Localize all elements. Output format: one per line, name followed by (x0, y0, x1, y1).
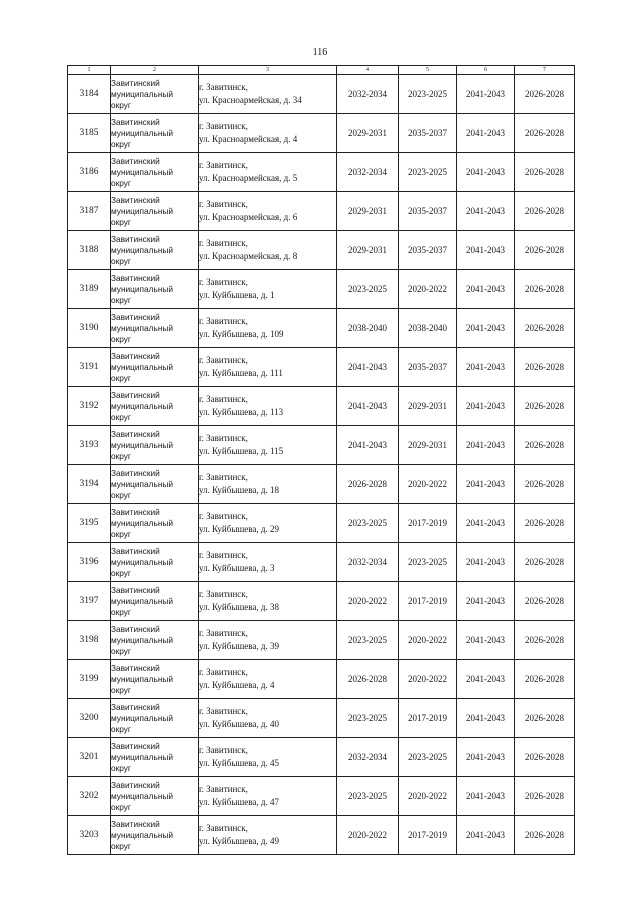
row-number: 3201 (68, 738, 111, 777)
row-number: 3196 (68, 543, 111, 582)
period-col5: 2017-2019 (399, 816, 457, 855)
period-col6: 2041-2043 (457, 114, 515, 153)
municipality-line: муниципальный (111, 283, 173, 294)
period-col4: 2023-2025 (337, 504, 399, 543)
municipality-line: Завитинский (111, 467, 160, 478)
address-cell (199, 309, 337, 348)
period-col7: 2026-2028 (515, 738, 575, 777)
municipality-line: округ (111, 138, 131, 149)
municipality-line: округ (111, 411, 131, 422)
column-header: 2 (111, 66, 199, 75)
municipality-line: округ (111, 606, 131, 617)
row-number: 3203 (68, 816, 111, 855)
address-cell (199, 660, 337, 699)
register-table (67, 65, 575, 855)
address-line: ул. Куйбышева, д. 38 (199, 602, 279, 612)
row-number: 3192 (68, 387, 111, 426)
municipality-line: муниципальный (111, 634, 173, 645)
period-col6: 2041-2043 (457, 660, 515, 699)
municipality-line: Завитинский (111, 584, 160, 595)
municipality-line: округ (111, 99, 131, 110)
municipality-line: муниципальный (111, 166, 173, 177)
municipality-line: муниципальный (111, 361, 173, 372)
municipality-line: округ (111, 489, 131, 500)
period-col6: 2041-2043 (457, 75, 515, 114)
municipality-cell (111, 543, 199, 582)
period-col5: 2029-2031 (399, 426, 457, 465)
table-row (68, 582, 575, 621)
municipality-line: Завитинский (111, 623, 160, 634)
municipality-line: муниципальный (111, 478, 173, 489)
municipality-line: Завитинский (111, 233, 160, 244)
municipality-line: округ (111, 762, 131, 773)
period-col6: 2041-2043 (457, 777, 515, 816)
address-cell (199, 816, 337, 855)
period-col6: 2041-2043 (457, 309, 515, 348)
period-col7: 2026-2028 (515, 699, 575, 738)
table-row (68, 348, 575, 387)
address-line: г. Завитинск, (199, 745, 248, 755)
address-line: г. Завитинск, (199, 823, 248, 833)
row-number: 3185 (68, 114, 111, 153)
period-col4: 2029-2031 (337, 192, 399, 231)
municipality-cell (111, 777, 199, 816)
address-line: г. Завитинск, (199, 121, 248, 131)
period-col4: 2029-2031 (337, 231, 399, 270)
column-header: 6 (457, 66, 515, 75)
table-row (68, 660, 575, 699)
address-line: г. Завитинск, (199, 472, 248, 482)
period-col6: 2041-2043 (457, 738, 515, 777)
municipality-cell (111, 621, 199, 660)
municipality-line: округ (111, 333, 131, 344)
table-row (68, 699, 575, 738)
period-col4: 2032-2034 (337, 75, 399, 114)
municipality-line: округ (111, 840, 131, 851)
period-col6: 2041-2043 (457, 543, 515, 582)
address-line: г. Завитинск, (199, 511, 248, 521)
column-header: 7 (515, 66, 575, 75)
period-col5: 2035-2037 (399, 348, 457, 387)
period-col4: 2038-2040 (337, 309, 399, 348)
period-col4: 2020-2022 (337, 816, 399, 855)
period-col4: 2032-2034 (337, 738, 399, 777)
address-line: ул. Куйбышева, д. 29 (199, 524, 279, 534)
row-number: 3194 (68, 465, 111, 504)
period-col5: 2023-2025 (399, 75, 457, 114)
period-col6: 2041-2043 (457, 621, 515, 660)
address-line: г. Завитинск, (199, 667, 248, 677)
address-line: г. Завитинск, (199, 199, 248, 209)
municipality-line: округ (111, 684, 131, 695)
period-col6: 2041-2043 (457, 816, 515, 855)
period-col7: 2026-2028 (515, 231, 575, 270)
address-cell (199, 426, 337, 465)
address-cell (199, 504, 337, 543)
period-col7: 2026-2028 (515, 309, 575, 348)
municipality-line: муниципальный (111, 517, 173, 528)
period-col5: 2038-2040 (399, 309, 457, 348)
period-col6: 2041-2043 (457, 504, 515, 543)
address-cell (199, 348, 337, 387)
period-col5: 2020-2022 (399, 621, 457, 660)
municipality-line: Завитинский (111, 389, 160, 400)
municipality-line: Завитинский (111, 116, 160, 127)
row-number: 3186 (68, 153, 111, 192)
municipality-cell (111, 582, 199, 621)
address-cell (199, 777, 337, 816)
municipality-line: Завитинский (111, 350, 160, 361)
period-col5: 2020-2022 (399, 660, 457, 699)
period-col7: 2026-2028 (515, 192, 575, 231)
period-col6: 2041-2043 (457, 699, 515, 738)
period-col4: 2026-2028 (337, 465, 399, 504)
period-col7: 2026-2028 (515, 270, 575, 309)
municipality-cell (111, 348, 199, 387)
municipality-line: Завитинский (111, 194, 160, 205)
municipality-line: муниципальный (111, 751, 173, 762)
period-col5: 2035-2037 (399, 231, 457, 270)
period-col4: 2041-2043 (337, 387, 399, 426)
period-col7: 2026-2028 (515, 582, 575, 621)
column-header: 4 (337, 66, 399, 75)
municipality-line: округ (111, 294, 131, 305)
address-cell (199, 621, 337, 660)
municipality-line: Завитинский (111, 506, 160, 517)
address-line: ул. Красноармейская, д. 8 (199, 251, 298, 261)
municipality-cell (111, 738, 199, 777)
row-number: 3188 (68, 231, 111, 270)
address-line: ул. Куйбышева, д. 113 (199, 407, 284, 417)
municipality-line: Завитинский (111, 545, 160, 556)
period-col6: 2041-2043 (457, 387, 515, 426)
row-number: 3184 (68, 75, 111, 114)
municipality-line: муниципальный (111, 829, 173, 840)
municipality-cell (111, 816, 199, 855)
address-line: г. Завитинск, (199, 433, 248, 443)
municipality-line: муниципальный (111, 673, 173, 684)
period-col7: 2026-2028 (515, 75, 575, 114)
municipality-line: Завитинский (111, 272, 160, 283)
municipality-line: округ (111, 723, 131, 734)
municipality-cell (111, 231, 199, 270)
address-cell (199, 465, 337, 504)
address-cell (199, 699, 337, 738)
address-line: ул. Красноармейская, д. 5 (199, 173, 298, 183)
row-number: 3202 (68, 777, 111, 816)
municipality-cell (111, 465, 199, 504)
municipality-line: муниципальный (111, 322, 173, 333)
period-col6: 2041-2043 (457, 231, 515, 270)
column-header: 1 (68, 66, 111, 75)
municipality-line: округ (111, 528, 131, 539)
municipality-cell (111, 660, 199, 699)
address-line: ул. Куйбышева, д. 109 (199, 329, 284, 339)
municipality-line: муниципальный (111, 556, 173, 567)
period-col5: 2029-2031 (399, 387, 457, 426)
address-line: ул. Куйбышева, д. 3 (199, 563, 275, 573)
table-row (68, 504, 575, 543)
municipality-cell (111, 75, 199, 114)
period-col4: 2020-2022 (337, 582, 399, 621)
table-row (68, 114, 575, 153)
period-col5: 2017-2019 (399, 699, 457, 738)
period-col5: 2035-2037 (399, 114, 457, 153)
period-col7: 2026-2028 (515, 426, 575, 465)
period-col7: 2026-2028 (515, 660, 575, 699)
period-col4: 2023-2025 (337, 270, 399, 309)
period-col5: 2020-2022 (399, 270, 457, 309)
column-number-row (68, 66, 575, 75)
period-col7: 2026-2028 (515, 504, 575, 543)
municipality-line: Завитинский (111, 701, 160, 712)
table-row (68, 231, 575, 270)
municipality-line: муниципальный (111, 127, 173, 138)
period-col5: 2020-2022 (399, 465, 457, 504)
period-col6: 2041-2043 (457, 153, 515, 192)
municipality-line: округ (111, 372, 131, 383)
row-number: 3187 (68, 192, 111, 231)
row-number: 3197 (68, 582, 111, 621)
period-col4: 2032-2034 (337, 153, 399, 192)
table-row (68, 153, 575, 192)
address-line: ул. Красноармейская, д. 6 (199, 212, 298, 222)
municipality-line: муниципальный (111, 712, 173, 723)
row-number: 3198 (68, 621, 111, 660)
period-col6: 2041-2043 (457, 582, 515, 621)
table-row (68, 309, 575, 348)
period-col6: 2041-2043 (457, 426, 515, 465)
municipality-cell (111, 387, 199, 426)
period-col5: 2023-2025 (399, 543, 457, 582)
address-line: ул. Куйбышева, д. 115 (199, 446, 284, 456)
table-row (68, 426, 575, 465)
period-col7: 2026-2028 (515, 465, 575, 504)
address-line: г. Завитинск, (199, 355, 248, 365)
municipality-line: округ (111, 801, 131, 812)
address-cell (199, 153, 337, 192)
address-cell (199, 75, 337, 114)
period-col7: 2026-2028 (515, 777, 575, 816)
municipality-line: округ (111, 645, 131, 656)
municipality-cell (111, 270, 199, 309)
address-line: ул. Куйбышева, д. 45 (199, 758, 279, 768)
municipality-line: Завитинский (111, 818, 160, 829)
table-row (68, 75, 575, 114)
address-line: ул. Куйбышева, д. 111 (199, 368, 283, 378)
period-col4: 2023-2025 (337, 777, 399, 816)
period-col4: 2032-2034 (337, 543, 399, 582)
table-row (68, 738, 575, 777)
period-col6: 2041-2043 (457, 348, 515, 387)
row-number: 3200 (68, 699, 111, 738)
period-col6: 2041-2043 (457, 270, 515, 309)
address-line: ул. Куйбышева, д. 39 (199, 641, 279, 651)
column-header: 5 (399, 66, 457, 75)
address-line: ул. Куйбышева, д. 4 (199, 680, 275, 690)
address-line: ул. Куйбышева, д. 1 (199, 290, 275, 300)
address-line: г. Завитинск, (199, 550, 248, 560)
period-col7: 2026-2028 (515, 387, 575, 426)
municipality-line: Завитинский (111, 311, 160, 322)
period-col4: 2023-2025 (337, 699, 399, 738)
table-row (68, 621, 575, 660)
municipality-line: муниципальный (111, 88, 173, 99)
municipality-line: Завитинский (111, 155, 160, 166)
municipality-cell (111, 192, 199, 231)
table-row (68, 465, 575, 504)
period-col7: 2026-2028 (515, 153, 575, 192)
address-line: г. Завитинск, (199, 628, 248, 638)
column-header: 3 (199, 66, 337, 75)
municipality-cell (111, 309, 199, 348)
period-col5: 2017-2019 (399, 504, 457, 543)
municipality-cell (111, 504, 199, 543)
municipality-line: округ (111, 567, 131, 578)
address-line: г. Завитинск, (199, 277, 248, 287)
address-cell (199, 192, 337, 231)
municipality-cell (111, 114, 199, 153)
municipality-cell (111, 153, 199, 192)
period-col6: 2041-2043 (457, 465, 515, 504)
municipality-line: муниципальный (111, 205, 173, 216)
period-col7: 2026-2028 (515, 543, 575, 582)
municipality-line: Завитинский (111, 740, 160, 751)
municipality-line: муниципальный (111, 790, 173, 801)
table-row (68, 387, 575, 426)
municipality-cell (111, 699, 199, 738)
address-line: г. Завитинск, (199, 160, 248, 170)
municipality-line: округ (111, 255, 131, 266)
address-line: ул. Красноармейская, д. 34 (199, 95, 302, 105)
address-cell (199, 231, 337, 270)
address-line: г. Завитинск, (199, 394, 248, 404)
period-col5: 2017-2019 (399, 582, 457, 621)
row-number: 3189 (68, 270, 111, 309)
address-line: г. Завитинск, (199, 238, 248, 248)
address-cell (199, 114, 337, 153)
municipality-line: муниципальный (111, 439, 173, 450)
table-row (68, 816, 575, 855)
row-number: 3193 (68, 426, 111, 465)
period-col4: 2041-2043 (337, 426, 399, 465)
period-col7: 2026-2028 (515, 114, 575, 153)
period-col6: 2041-2043 (457, 192, 515, 231)
address-cell (199, 270, 337, 309)
address-cell (199, 387, 337, 426)
row-number: 3195 (68, 504, 111, 543)
municipality-line: муниципальный (111, 400, 173, 411)
table-row (68, 777, 575, 816)
period-col4: 2041-2043 (337, 348, 399, 387)
row-number: 3190 (68, 309, 111, 348)
address-line: ул. Куйбышева, д. 49 (199, 836, 279, 846)
address-line: г. Завитинск, (199, 82, 248, 92)
municipality-cell (111, 426, 199, 465)
period-col4: 2029-2031 (337, 114, 399, 153)
municipality-line: Завитинский (111, 779, 160, 790)
address-line: ул. Куйбышева, д. 40 (199, 719, 279, 729)
address-line: ул. Куйбышева, д. 18 (199, 485, 279, 495)
municipality-line: муниципальный (111, 595, 173, 606)
period-col5: 2023-2025 (399, 153, 457, 192)
address-cell (199, 738, 337, 777)
period-col4: 2026-2028 (337, 660, 399, 699)
period-col7: 2026-2028 (515, 816, 575, 855)
municipality-line: Завитинский (111, 77, 160, 88)
address-cell (199, 543, 337, 582)
row-number: 3199 (68, 660, 111, 699)
address-cell (199, 582, 337, 621)
municipality-line: Завитинский (111, 662, 160, 673)
period-col7: 2026-2028 (515, 348, 575, 387)
period-col5: 2020-2022 (399, 777, 457, 816)
municipality-line: округ (111, 450, 131, 461)
municipality-line: округ (111, 177, 131, 188)
period-col7: 2026-2028 (515, 621, 575, 660)
municipality-line: округ (111, 216, 131, 227)
address-line: ул. Куйбышева, д. 47 (199, 797, 279, 807)
page-number: 116 (312, 47, 328, 58)
municipality-line: муниципальный (111, 244, 173, 255)
table-row (68, 270, 575, 309)
period-col5: 2035-2037 (399, 192, 457, 231)
period-col4: 2023-2025 (337, 621, 399, 660)
period-col5: 2023-2025 (399, 738, 457, 777)
municipality-line: Завитинский (111, 428, 160, 439)
address-line: г. Завитинск, (199, 784, 248, 794)
address-line: г. Завитинск, (199, 706, 248, 716)
row-number: 3191 (68, 348, 111, 387)
table-row (68, 543, 575, 582)
table-row (68, 192, 575, 231)
address-line: ул. Красноармейская, д. 4 (199, 134, 298, 144)
address-line: г. Завитинск, (199, 316, 248, 326)
address-line: г. Завитинск, (199, 589, 248, 599)
